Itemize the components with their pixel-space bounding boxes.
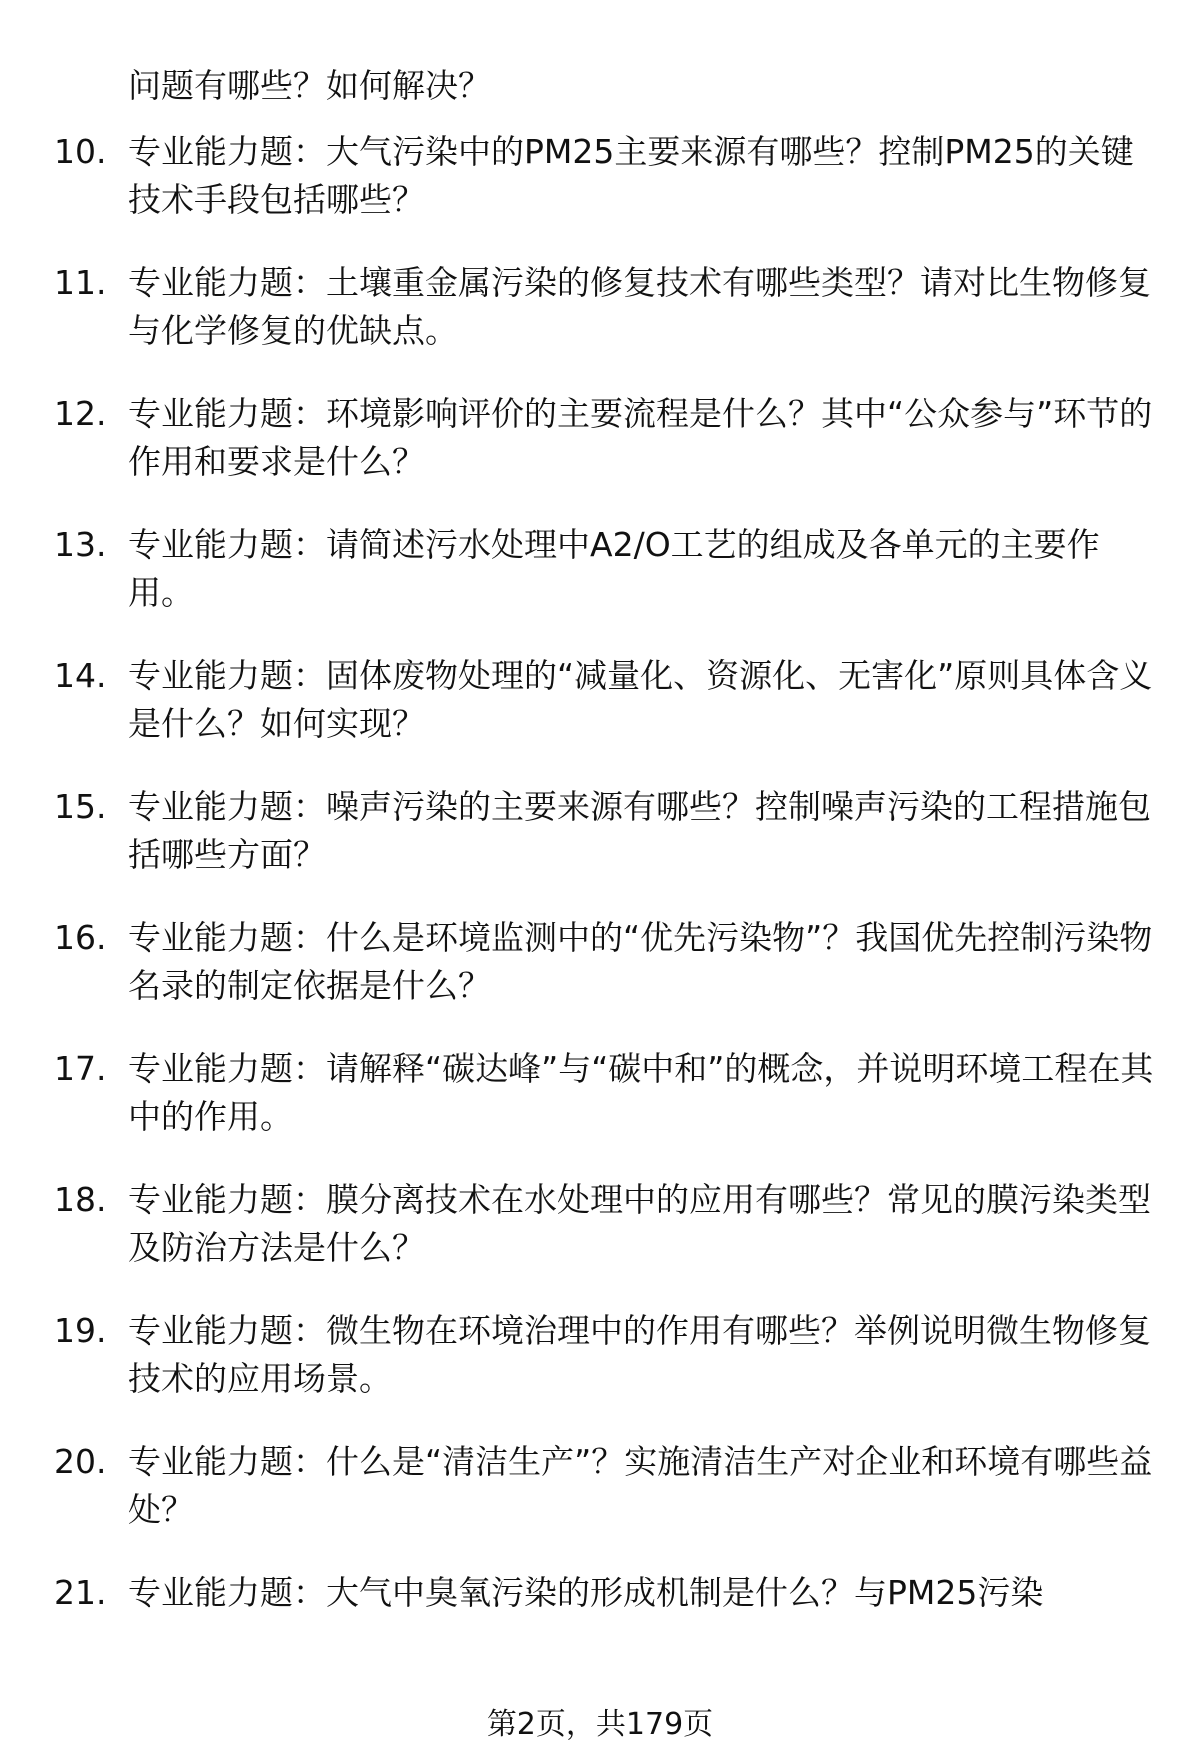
question-item bbox=[0, 1569, 1200, 1679]
question-item bbox=[0, 1045, 1200, 1155]
question-text: 专业能力题：微生物在环境治理中的作用有哪些？举例说明微生物修复技术的应用场景。 bbox=[128, 1311, 1151, 1398]
question-number: 15. bbox=[54, 787, 107, 826]
question-text: 专业能力题：环境影响评价的主要流程是什么？其中“公众参与”环节的作用和要求是什么？ bbox=[128, 394, 1153, 481]
question-text: 专业能力题：固体废物处理的“减量化、资源化、无害化”原则具体含义是什么？如何实现？ bbox=[128, 656, 1153, 743]
question-item bbox=[0, 128, 1200, 238]
question-item bbox=[0, 783, 1200, 893]
question-item bbox=[0, 652, 1200, 762]
question-number: 11. bbox=[54, 263, 107, 302]
question-text: 专业能力题：请简述污水处理中A2/O工艺的组成及各单元的主要作用。 bbox=[128, 525, 1100, 612]
question-item bbox=[0, 1307, 1200, 1417]
question-text: 专业能力题：膜分离技术在水处理中的应用有哪些？常见的膜污染类型及防治方法是什么？ bbox=[128, 1180, 1151, 1267]
question-number: 16. bbox=[54, 918, 107, 957]
question-text: 专业能力题：请解释“碳达峰”与“碳中和”的概念，并说明环境工程在其中的作用。 bbox=[128, 1049, 1154, 1136]
question-item bbox=[0, 1176, 1200, 1286]
question-text: 专业能力题：土壤重金属污染的修复技术有哪些类型？请对比生物修复与化学修复的优缺点。 bbox=[128, 263, 1151, 350]
page-footer bbox=[0, 1705, 1200, 1745]
question-number: 10. bbox=[54, 132, 107, 171]
question-text: 专业能力题：什么是环境监测中的“优先污染物”？我国优先控制污染物名录的制定依据是什么？ bbox=[128, 918, 1153, 1005]
question-number: 19. bbox=[54, 1311, 107, 1350]
question-item bbox=[0, 914, 1200, 1024]
question-text: 专业能力题：什么是“清洁生产”？实施清洁生产对企业和环境有哪些益处？ bbox=[128, 1442, 1153, 1529]
continued-question-text: 问题有哪些？如何解决？ bbox=[128, 66, 491, 105]
question-number: 21. bbox=[54, 1573, 107, 1612]
question-text: 专业能力题：大气中臭氧污染的形成机制是什么？与PM25污染 bbox=[128, 1573, 1044, 1612]
question-number: 17. bbox=[54, 1049, 107, 1088]
question-number: 13. bbox=[54, 525, 107, 564]
question-number: 14. bbox=[54, 656, 107, 695]
question-item bbox=[0, 259, 1200, 369]
question-text: 专业能力题：噪声污染的主要来源有哪些？控制噪声污染的工程措施包括哪些方面？ bbox=[128, 787, 1151, 874]
question-text: 专业能力题：大气污染中的PM25主要来源有哪些？控制PM25的关键技术手段包括哪些？ bbox=[128, 132, 1134, 219]
question-item bbox=[0, 390, 1200, 500]
page-number-label: 第2页，共179页 bbox=[486, 1707, 714, 1742]
question-item bbox=[0, 1438, 1200, 1548]
question-number: 12. bbox=[54, 394, 107, 433]
question-item bbox=[0, 521, 1200, 631]
question-number: 18. bbox=[54, 1180, 107, 1219]
question-number: 20. bbox=[54, 1442, 107, 1481]
